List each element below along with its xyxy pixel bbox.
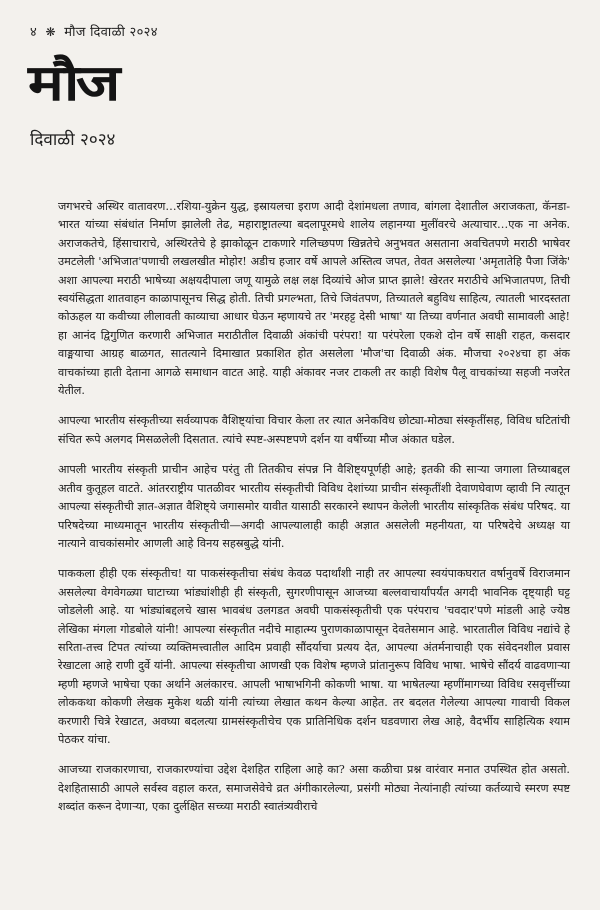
page-number: ४ [30, 25, 38, 40]
mouj-logo: मौज [28, 54, 117, 112]
paragraph: पाककला हीही एक संस्कृतीच! या पाकसंस्कृतीचा संबंध केवळ पदार्थांशी नाही तर आपल्या स्वयंपाकघरात वर्षानुवर्षे विराजमान असलेल्या वेगवेगळ्या घाटाच्या भांड्यांशीही ही संस्कृती, सुगरणीपासून आजच्या बल्लवाचार्यांपर्यंत अगदी भावनिक दृष्ट्याही घट्ट जोडलेली आहे. या भांड्यांबद्दलचे खास भावबंध उलगडत अवघी पाकसंस्कृतीची एक परंपराच 'चवदार'पणे मांडली आहे ज्येष्ठ लेखिका मंगला गोडबोले यांनी! आपल्या संस्कृतीत नदीचे माहात्म्य पुराणकाळापासून देवतेसमान आहे. भारतातील विविध नद्यांचे हे सरिता-तत्त्व टिपत त्यांच्या व्यक्तिमत्त्वातील आदिम प्रवाही सौंदर्याचा प्रत्यय देत, आपल्या अंतर्मनाचाही एक संवेदनशील प्रवास रेखाटला आहे राणी दुर्वे यांनी. आपल्या संस्कृतीचा आणखी एक विशेष म्हणजे प्रांतानुरूप विविध भाषा. भाषेचे सौंदर्य वाढवणाऱ्या म्हणी म्हणजे भाषेचा एका अर्थाने अलंकारच. आपली भाषाभगिनी कोकणी भाषा. या भाषेतल्या म्हणींमागच्या विविध रसवृत्तींच्या लोककथा कोकणी लेखक मुकेश थळी यांनी त्यांच्या लेखात कथन केल्या आहेत. तर बदलत गेलेल्या आपल्या गावाची विकल करणारी चित्रे रेखाटत, अवघ्या बदलत्या ग्रामसंस्कृतीचेच एक प्रातिनिधिक दर्शन घडवणारा लेख आहे, वैदर्भीय साहित्यिक श्याम पेठकर यांचा. [58, 567, 570, 746]
issue-label: दिवाळी २०२४ [30, 130, 116, 150]
bleed-through-text [530, 28, 600, 48]
running-header [30, 22, 158, 40]
editorial-body [58, 198, 570, 829]
paragraph: आपली भारतीय संस्कृती प्राचीन आहेच परंतु ती तितकीच संपन्न नि वैशिष्ट्यपूर्णही आहे; इतकी की साऱ्या जगाला तिच्याबद्दल अतीव कुतूहल वाटते. आंतरराष्ट्रीय पातळीवर भारतीय संस्कृतीची विविध देशांच्या प्राचीन संस्कृतींशी देवाणघेवाण व्हावी नि त्यातून आपल्या संस्कृतीची ज्ञात-अज्ञात वैशिष्ट्ये जगासमोर यावीत यासाठी सरकारने स्थापन केलेली भारतीय सांस्कृतिक संबंध परिषद. या परिषदेच्या माध्यमातून भारतीय संस्कृतीची—अगदी आपल्यालाही काही अज्ञात असलेली महनीयता, या परिषदेचे अध्यक्ष या नात्याने वाचकांसमोर आणली आहे विनय सहस्रबुद्धे यांनी. [58, 463, 570, 550]
paragraph: जगभरचे अस्थिर वातावरण…रशिया-युक्रेन युद्ध, इस्रायलचा इराण आदी देशांमधला तणाव, बांगला देशातील अराजकता, कॅनडा-भारत यांच्या संबंधांत निर्माण झालेली तेढ, महाराष्ट्रातल्या बदलापूरमधे शालेय लहानग्या मुलींवरचे अत्याचार…एक ना अनेक. अराजकतेचे, हिंसाचाराचे, अस्थिरतेचे हे झाकोळून टाकणारे गलिच्छपण खिन्नतेचे अनुभवत असताना अवचितपणे मराठी भाषेवर उमटलेली 'अभिजात'पणाची लखलखीत मोहोर! अडीच हजार वर्षे आपले अस्तित्व जपत, तेवत असलेल्या 'अमृतातेहि पैजा जिंके' अशा आपल्या मराठी भाषेच्या अक्षयदीपाला जणू यामुळे लक्ष लक्ष दिव्यांचे ओज प्राप्त झाले! खेरतर मराठीचे अभिजातपण, तिची स्वयंसिद्धता शातवाहन काळापासूनच सिद्ध होती. तिची प्रगल्भता, तिचे जिवंतपण, तिच्यातले बहुविध साहित्य, त्यातली भारदस्तता कोऊहल या कवीच्या लीलावती काव्याचा आधार घेऊन म्हणायचे तर 'मरहट्ट देसी भाषा' या तिच्या वर्णनात अवघी सामावली आहे! हा आनंद द्विगुणित करणारी अभिजात मराठीतील दिवाळी अंकांची परंपरा! या परंपरेला एकशे दोन वर्षे साक्षी राहत, कसदार वाङ्मयाचा आग्रह बाळगत, सातत्याने दिमाखात प्रकाशित होत असलेला 'मौज'चा दिवाळी अंक. मौजचा २०२४चा हा अंक वाचकांच्या हाती देताना आगळे समाधान वाटत आहे. याही अंकावर नजर टाकली तर काही विशेष पैलू वाचकांच्या सहजी नजरेत येतील. [58, 200, 570, 398]
paragraph: आपल्या भारतीय संस्कृतीच्या सर्वव्यापक वैशिष्ट्यांचा विचार केला तर त्यात अनेकविध छोट्या-मोठ्या संस्कृतींसह, विविध घटितांची संचित रूपे अलगद मिसळलेली दिसतात. त्यांचे स्पष्ट-अस्पष्टपणे दर्शन या वर्षीच्या मौज अंकात घडेल. [58, 414, 570, 446]
flower-ornament-icon: ❋ [45, 25, 56, 39]
running-title: मौज दिवाळी २०२४ [64, 25, 158, 40]
paragraph: आजच्या राजकारणाचा, राजकारण्यांचा उद्देश देशहित राहिला आहे का? असा कळीचा प्रश्न वारंवार मनात उपस्थित होत असतो. देशहितासाठी आपले सर्वस्व वहाल करत, समाजसेवेचे व्रत अंगीकारलेल्या, प्रसंगी मोठ्या नेत्यांनाही त्यांच्या कर्तव्याचे स्मरण स्पष्ट शब्दांत करून देणाऱ्या, एका दुर्लक्षित सच्च्या मराठी स्वातंत्र्यवीराचे [58, 763, 570, 814]
